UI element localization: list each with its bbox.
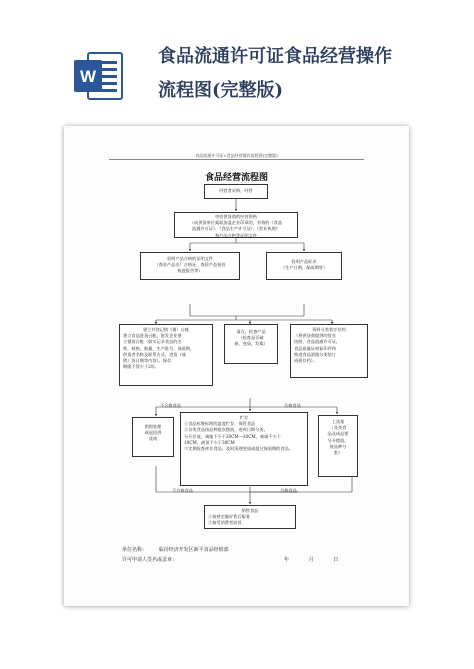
branch-label-qualified: 合格食品 [284,403,301,408]
shelf-line: 品及成品要 [327,431,349,437]
storage-line: ③定期检查库存食品，及时清理变质或超过保质期的食品。 [184,446,293,452]
step-verify-certificates [140,252,240,280]
ledger-line: 立销货台帐（如实记录食品的名 [123,339,182,345]
audit-line: （向供货单位索取加盖企业印章的，有效的《食品 [189,220,283,226]
archive-line: 购进食品票据分类装订 [294,351,336,357]
sales-line: ②接受消费者投诉 [208,520,242,526]
inspect-line: （检查是否破 [238,335,264,341]
signature-label: 许可申请人签名或盖章： [122,557,178,563]
storage-line: 分开存放，离地不少于20CM—30CM，离墙不少于 [184,433,281,439]
storage-line: 贮存 [239,415,249,420]
archive-line: 食品质量证明复印件和 [294,345,336,351]
inspect-line: 损，变质，发霉） [234,341,268,347]
date-month: 月 [308,557,314,563]
date-year: 年 [284,557,290,563]
sales-line: ①按规定做好售后服务 [208,514,250,520]
step-storage [180,412,308,486]
footer-date [284,556,338,563]
archive-line: 资料分类装订存档 [312,327,346,332]
reject-line: 销毁处理 [144,424,162,429]
storage-line: ②各类食品按品种批次摆放，进库日期分类， [184,427,268,433]
step-reject [132,417,174,457]
verify-label-line: （生产日期，保质期等） [280,265,328,271]
flowchart-title: 食品经营流程图 [204,173,268,183]
ledger-line: 建立并登记购（销）台帐 [142,327,190,332]
footer-signature [122,556,177,563]
branch-label-unqualified-2: 不合格食品 [172,488,193,493]
document-preview[interactable] [64,126,409,606]
unit-name: 临汾经济开发区新平食品经销部 [158,547,229,553]
ledger-line: 销）货日期等内容）。保存 [123,358,172,364]
step-verify-label [266,252,342,280]
step-ledger [119,324,213,386]
archive-line: 成册存档）。 [294,358,318,364]
storage-line: 10CM，离顶不少于30CM [184,439,235,445]
audit-line: 和产品合格等证明文件 [215,232,257,238]
archive-line: （将供货商提供的营业 [294,333,336,339]
audit-line: 流通许可证》、《食品生产许可证》、《营业执照》 [192,226,280,232]
reject-line: 货商 [148,436,158,442]
step-buyer [204,184,268,199]
ledger-line: 期限不得少于2年。 [123,364,160,370]
title-line-2: 流程图(完整版) [158,80,284,101]
branch-label-qualified-2: 合格食品 [280,488,297,493]
shelf-line: 上货架 [331,419,345,424]
step-shelf [318,415,358,477]
verify-docs-line: 验明产品合格的证明文件 [166,256,214,261]
step-inspect [224,324,278,364]
date-day: 日 [333,557,339,563]
ledger-line: 称，规格，数量，生产批号，保质期， [123,345,195,351]
shelf-line: （各类食 [329,425,347,431]
word-document-icon [70,47,128,105]
svg-text:W: W [79,67,97,86]
footer-unit [122,546,229,553]
step-archive [290,324,368,378]
verify-docs-line: 检疫报告等） [177,268,203,274]
branch-label-unqualified: 不合格食品 [160,403,181,408]
reject-line: 或退回供 [144,430,162,436]
step-audit-supplier [174,212,298,238]
title-line-1: 食品流通许可证食品经营操作 [158,46,392,67]
shelf-line: 按品种分 [329,443,347,449]
page-title [158,40,458,108]
shelf-line: 类） [333,450,343,456]
step-buyer-text: 经营者采购，经营 [219,188,253,193]
verify-label-line: 验明产品标识 [291,259,317,264]
verify-docs-line: （查验产品出厂合格证，查验产品检验 [154,262,226,268]
step-sales [204,505,296,529]
sales-line: 销售食品 [241,508,259,513]
ledger-line: 建立食品进货台帐，批发企业建 [123,333,182,339]
inspect-line: 清点，检查产品 [236,329,266,334]
storage-line: ①食品标签标明的温度贮存，保管食品 [184,421,256,427]
running-header: 食品流通许可证+食品经营操作流程图(完整版) [195,153,278,158]
ledger-line: 供货者名称及联系方式，进货（或 [123,351,186,357]
audit-line: 审验供货商的经营资格 [215,214,257,219]
shelf-line: 分开摆放， [327,437,349,443]
unit-label: 单位名称： [122,547,148,553]
archive-line: 执照，食品流通许可证， [294,339,341,345]
